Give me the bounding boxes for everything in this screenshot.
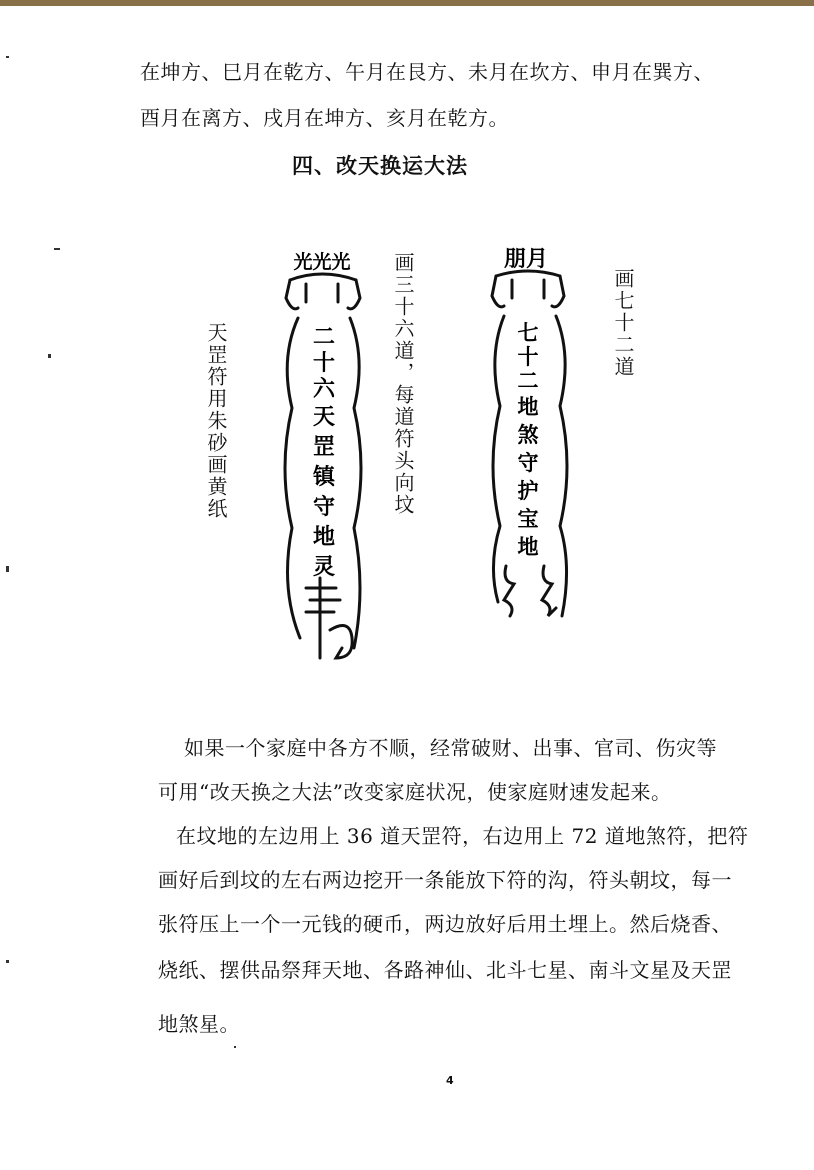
paragraph-line: 地煞星。 [158,1012,240,1036]
top-border-bar [0,0,814,6]
scan-speck [54,248,60,250]
paragraph-line: 如果一个家庭中各方不顺，经常破财、出事、官司、伤灾等 [184,736,717,760]
page-number: 4 [446,1074,454,1087]
talisman-disha [482,236,582,628]
talisman-top-glyphs: 朋月 [503,246,549,272]
paragraph-line: 烧纸、摆供品祭拜天地、各路神仙、北斗七星、南斗文星及天罡 [158,958,732,982]
section-heading: 四、改天换运大法 [292,153,468,178]
caption-middle: 画三十六道，每道符头向坟 [391,252,415,516]
caption-right: 画七十二道 [611,268,635,378]
paragraph-line: 画好后到坟的左右两边挖开一条能放下符的沟，符头朝坟，每一 [158,868,732,892]
scan-speck [48,354,51,358]
talisman-top-glyphs: 光光光 [293,251,351,273]
talisman-body-text: 二十六天罡镇守地灵 [312,324,336,580]
caption-left: 天罡符用朱砂画黄纸 [204,322,228,520]
scan-speck [6,56,9,58]
paragraph-line: 张符压上一个一元钱的硬币，两边放好后用土埋上。然后烧香、 [158,912,732,936]
talisman-body-text: 七十二地煞守护宝地 [517,320,539,559]
talisman-tiangang [270,238,380,670]
scan-speck [234,1046,236,1048]
paragraph-line: 在坟地的左边用上 36 道天罡符，右边用上 72 道地煞符，把符 [176,824,749,848]
paragraph-line: 可用“改天换之大法”改变家庭状况，使家庭财速发起来。 [158,780,672,804]
scan-speck [6,960,9,963]
paragraph-line: 在坤方、巳月在乾方、午月在艮方、未月在坎方、申月在巽方、 [140,60,714,84]
paragraph-line: 酉月在离方、戌月在坤方、亥月在乾方。 [140,106,509,130]
scan-speck [6,566,9,572]
